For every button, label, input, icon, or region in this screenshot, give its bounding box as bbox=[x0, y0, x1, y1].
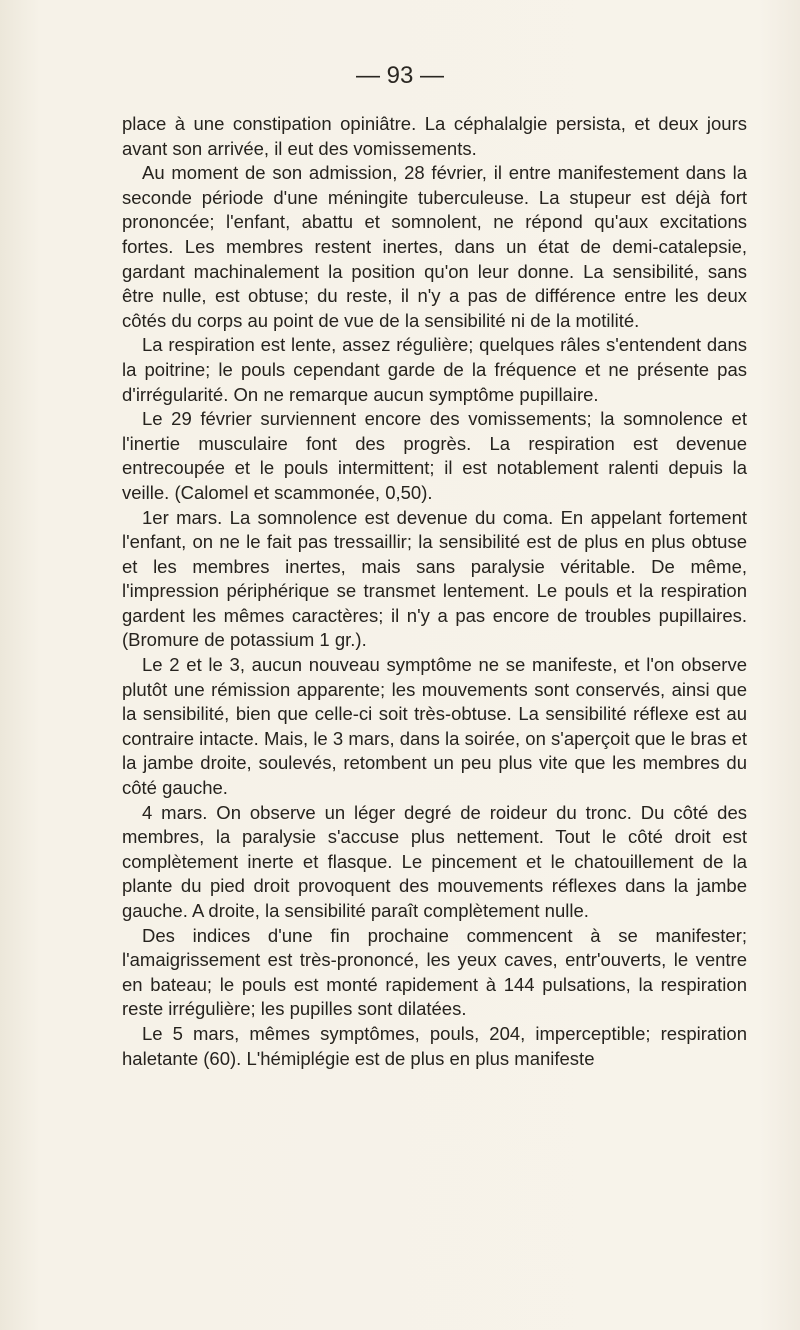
paragraph: Au moment de son admission, 28 février, il entre manifestement dans la seconde période d'une méningite tuberculeuse. La stupeur est déjà fort prononcée; l'enfant, abattu et somnolent, ne répond qu'aux excitations fortes. Les membres restent inertes, dans un état de demi-catalepsie, gardant machinalement la position qu'on leur donne. La sensibilité, sans être nulle, est obtuse; du reste, il n'y a pas de différence entre les deux côtés du corps au point de vue de la sensibilité ni de la motilité. bbox=[122, 162, 747, 331]
paragraph: 1er mars. La somnolence est devenue du coma. En appelant fortement l'enfant, on ne le fait pas tressaillir; la sensibilité est de plus en plus obtuse et les membres inertes, mais sans paralysie véritable. De même, l'impression périphérique se transmet lentement. Le pouls et la respiration gardent les mêmes caractères; il n'y a pas encore de troubles pupillaires. (Bromure de potassium 1 gr.). bbox=[122, 506, 747, 651]
paragraph: 4 mars. On observe un léger degré de roideur du tronc. Du côté des membres, la paralysie s'accuse plus nettement. Tout le côté droit est complètement inerte et flasque. Le pincement et le chatouillement de la plante du pied droit provoquent des mouvements réflexes dans la jambe gauche. A droite, la sensibilité paraît complètement nulle. bbox=[122, 801, 747, 921]
body-text bbox=[122, 112, 747, 1071]
paragraph: place à une constipation opiniâtre. La céphalalgie persista, et deux jours avant son arrivée, il eut des vomissements. bbox=[122, 113, 747, 159]
paragraph: Le 5 mars, mêmes symptômes, pouls, 204, imperceptible; respiration haletante (60). L'hémiplégie est de plus en plus manifeste bbox=[122, 1022, 747, 1069]
paragraph: Le 29 février surviennent encore des vomissements; la somnolence et l'inertie musculaire font des progrès. La respiration est devenue entrecoupée et le pouls intermittent; il est notablement ralenti depuis la veille. (Calomel et scammonée, 0,50). bbox=[122, 408, 747, 503]
paragraph: Le 2 et le 3, aucun nouveau symptôme ne se manifeste, et l'on observe plutôt une rémission apparente; les mouvements sont conservés, ainsi que la sensibilité, bien que celle-ci soit très-obtuse. La sensibilité réflexe est au contraire intacte. Mais, le 3 mars, dans la soirée, on s'aperçoit que le bras et la jambe droite, soulevés, retombent un peu plus vite que les membres du côté gauche. bbox=[122, 654, 747, 799]
page-number: — 93 — bbox=[355, 62, 445, 89]
paragraph: Des indices d'une fin prochaine commencent à se manifester; l'amaigrissement est très-prononcé, les yeux caves, entr'ouverts, le ventre en bateau; le pouls est monté rapidement à 144 pulsations, la respiration reste irrégulière; les pupilles sont dilatées. bbox=[122, 924, 747, 1020]
paragraph: La respiration est lente, assez régulière; quelques râles s'entendent dans la poitrine; le pouls cependant garde de la fréquence et ne présente pas d'irrégularité. On ne remarque aucun symptôme pupillaire. bbox=[122, 334, 747, 405]
